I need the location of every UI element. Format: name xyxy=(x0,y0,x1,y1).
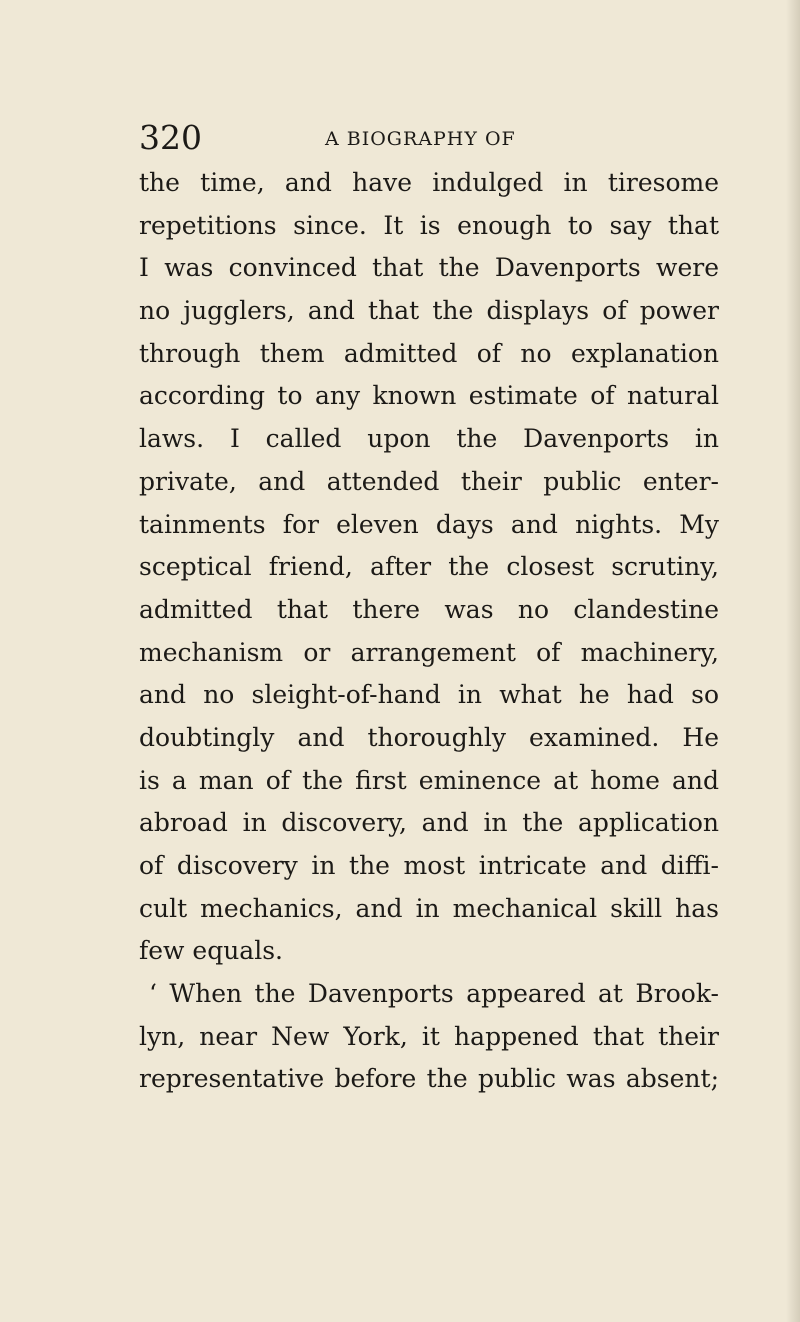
text-line: tainments for eleven days and nights. My xyxy=(139,509,719,539)
text-line: no jugglers, and that the displays of power xyxy=(139,296,719,326)
text-line: of discovery in the most intricate and diffi- xyxy=(139,851,719,880)
text-line: abroad in discovery, and in the application xyxy=(139,808,719,838)
text-line: sceptical friend, after the closest scrutiny, xyxy=(139,552,719,582)
text-line-paragraph-start: ‘ When the Davenports appeared at Brook- xyxy=(149,979,719,1009)
text-line: according to any known estimate of natural xyxy=(139,381,719,411)
text-line: representative before the public was absent; xyxy=(139,1064,719,1094)
text-line: the time, and have indulged in tiresome xyxy=(139,168,719,197)
text-line: and no sleight-of-hand in what he had so xyxy=(139,680,719,710)
text-line: through them admitted of no explanation xyxy=(139,338,719,368)
text-line: admitted that there was no clandestine xyxy=(139,594,719,624)
text-line-paragraph-end: few equals. xyxy=(139,936,283,966)
text-line: I was convinced that the Davenports were xyxy=(139,253,719,283)
text-line: is a man of the first eminence at home and xyxy=(139,765,719,795)
running-title: A BIOGRAPHY OF xyxy=(325,128,516,150)
body-text xyxy=(139,162,719,1101)
text-line: lyn, near New York, it happened that their xyxy=(139,1021,719,1051)
running-head xyxy=(139,118,719,158)
page-number: 320 xyxy=(139,118,202,157)
text-line: cult mechanics, and in mechanical skill has xyxy=(139,893,719,923)
text-line: doubtingly and thoroughly examined. He xyxy=(139,722,719,752)
text-line: laws. I called upon the Davenports in xyxy=(139,424,719,454)
text-line: repetitions since. It is enough to say that xyxy=(139,210,719,240)
text-line: private, and attended their public enter- xyxy=(139,466,719,496)
text-line: mechanism or arrangement of machinery, xyxy=(139,637,719,667)
page-edge-shadow xyxy=(786,0,800,1322)
